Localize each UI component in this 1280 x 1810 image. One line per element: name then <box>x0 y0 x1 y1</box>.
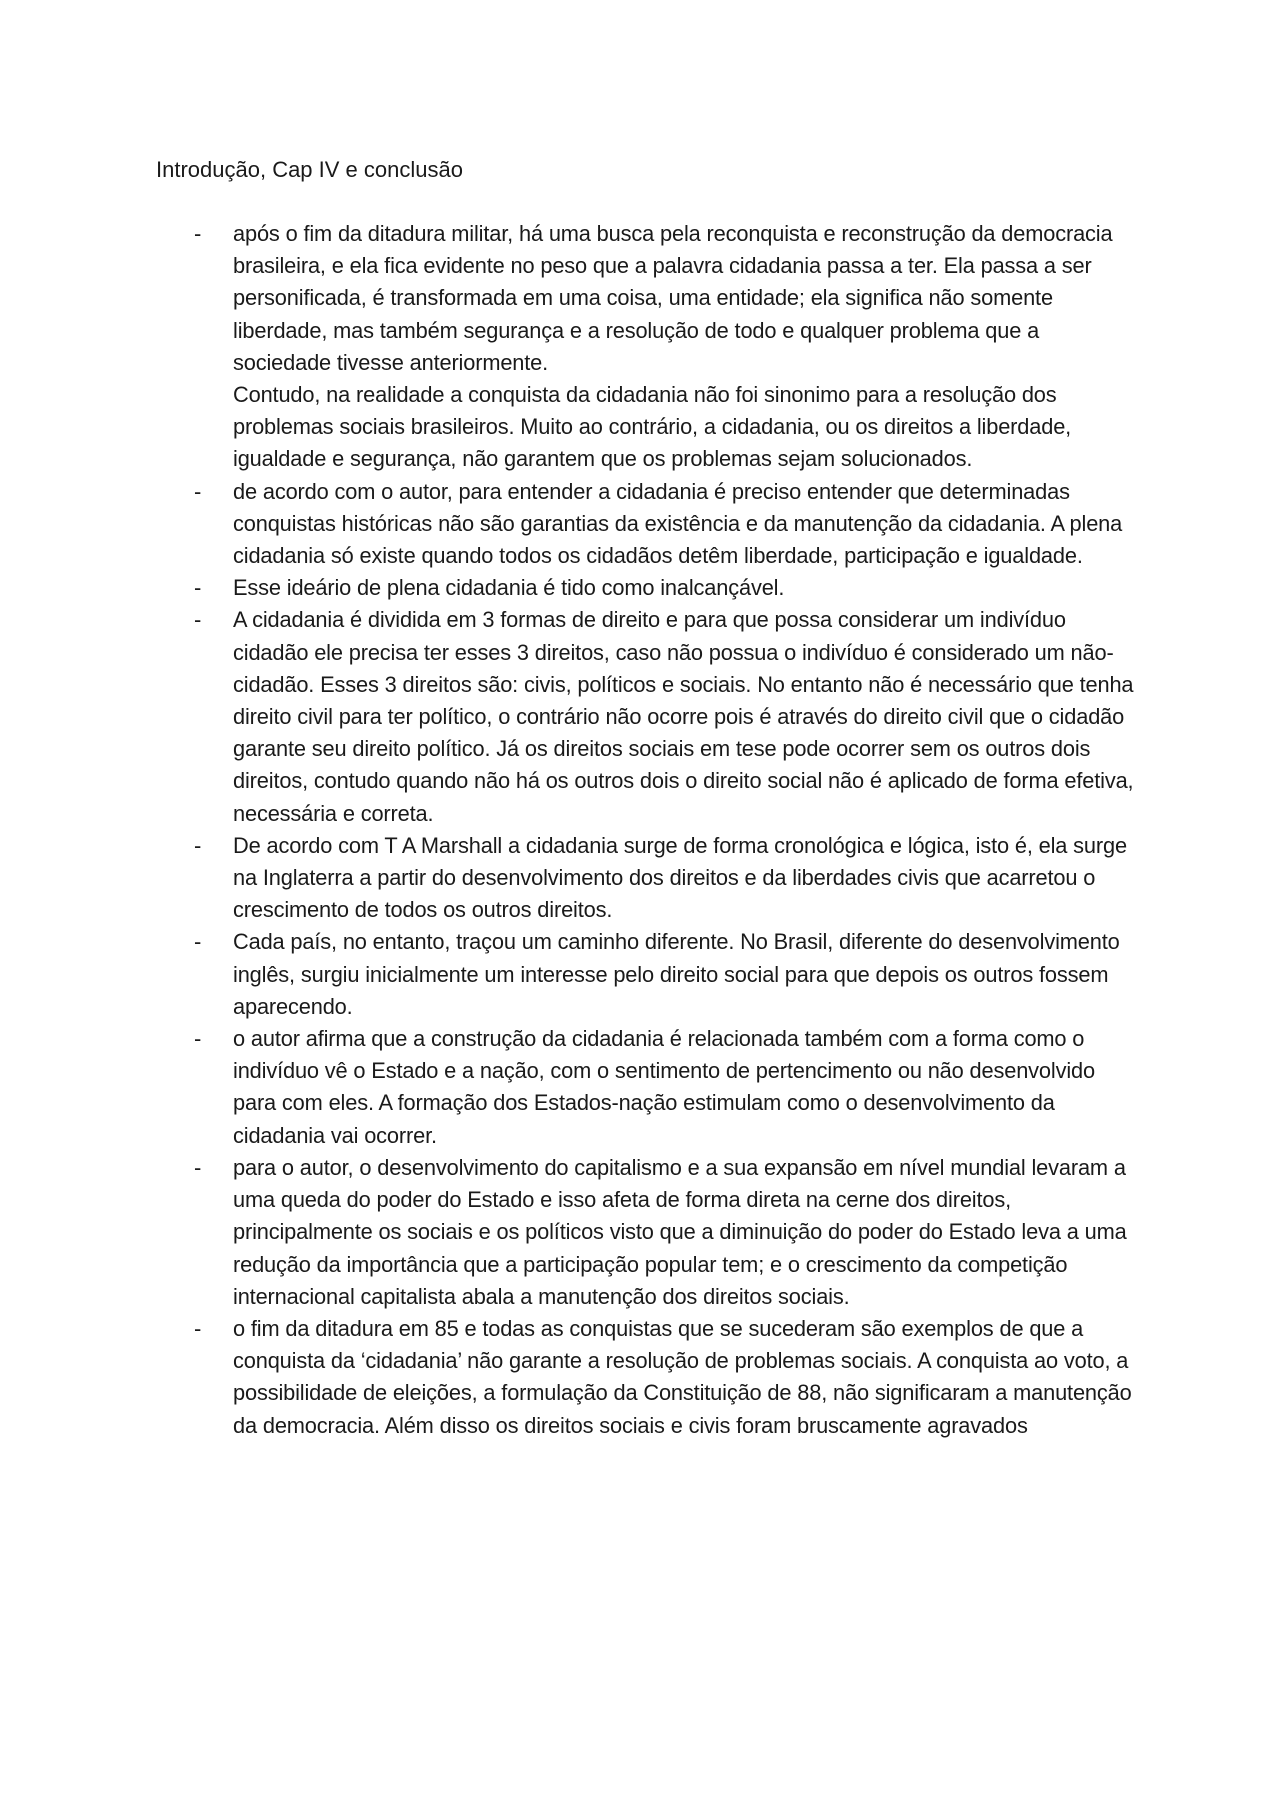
list-item-text: Esse ideário de plena cidadania é tido como inalcançável. <box>233 575 785 601</box>
notes-list <box>0 218 1280 1442</box>
list-item-continuation: Contudo, na realidade a conquista da cidadania não foi sinonimo para a resolução dos problemas sociais brasileiros. Muito ao contrário, a cidadania, ou os direitos a liberdade, igualdade e segurança, não garantem que os problemas sejam solucionados. <box>233 382 1072 472</box>
bullet-dash: - <box>194 575 202 601</box>
bullet-dash: - <box>194 1154 202 1180</box>
list-item-text: o fim da ditadura em 85 e todas as conquistas que se sucederam são exemplos de que a conquista da ‘cidadania’ não garante a resolução de problemas sociais. A conquista ao voto, a possibilidade de eleições, a formulação da Constituição de 88, não significaram a manutenção da democracia. Além disso os direitos sociais e civis foram bruscamente agravados <box>233 1315 1132 1438</box>
bullet-dash: - <box>194 221 202 246</box>
list-item <box>0 604 1280 829</box>
list-item-text: o autor afirma que a construção da cidadania é relacionada também com a forma como o indivíduo vê o Estado e a nação, com o sentimento de pertencimento ou não desenvolvido para com eles. A formação dos Estados-nação estimulam como o desenvolvimento da cidadania vai ocorrer. <box>233 1026 1095 1148</box>
list-item <box>0 830 1280 927</box>
list-item-text: para o autor, o desenvolvimento do capitalismo e a sua expansão em nível mundial levaram a uma queda do poder do Estado e isso afeta de forma direta na cerne dos direitos, principalmente os sociais e os políticos visto que a diminuição do poder do Estado leva a uma redução da importância que a participação popular tem; e o crescimento da competição internacional capitalista abala a manutenção dos direitos sociais. <box>233 1154 1127 1309</box>
bullet-dash: - <box>194 832 202 858</box>
list-item-text: após o fim da ditadura militar, há uma busca pela reconquista e reconstrução da democracia brasileira, e ela fica evidente no peso que a palavra cidadania passa a ter. Ela passa a ser personificada, é transformada em uma coisa, uma entidade; ela significa não somente liberdade, mas também segurança e a resolução de todo e qualquer problema que a sociedade tivesse anteriormente. <box>233 221 1113 375</box>
bullet-dash: - <box>194 607 202 633</box>
list-item <box>0 1023 1280 1152</box>
bullet-dash: - <box>194 929 202 955</box>
document-title: Introdução, Cap IV e conclusão <box>156 157 463 182</box>
list-item-text: Cada país, no entanto, traçou um caminho diferente. No Brasil, diferente do desenvolvimento inglês, surgiu inicialmente um interesse pelo direito social para que depois os outros fossem aparecendo. <box>233 929 1120 1019</box>
list-item-text: de acordo com o autor, para entender a cidadania é preciso entender que determinadas conquistas históricas não são garantias da existência e da manutenção da cidadania. A plena cidadania só existe quando todos os cidadãos detêm liberdade, participação e igualdade. <box>233 478 1123 569</box>
bullet-dash: - <box>194 1026 202 1052</box>
bullet-dash: - <box>194 1315 202 1341</box>
list-item <box>0 926 1280 1023</box>
list-item-text: A cidadania é dividida em 3 formas de direito e para que possa considerar um indivíduo cidadão ele precisa ter esses 3 direitos, caso não possua o indivíduo é considerado um não-cidadão. Esses 3 direitos são: civis, políticos e sociais. No entanto não é necessário que tenha direito civil para ter político, o contrário não ocorre pois é através do direito civil que o cidadão garante seu direito político. Já os direitos sociais em tese pode ocorrer sem os outros dois direitos, contudo quando não há os outros dois o direito social não é aplicado de forma efetiva, necessária e correta. <box>233 607 1134 826</box>
list-item <box>0 476 1280 573</box>
list-item <box>0 1313 1280 1442</box>
list-item <box>0 1152 1280 1313</box>
list-item-text: De acordo com T A Marshall a cidadania surge de forma cronológica e lógica, isto é, ela surge na Inglaterra a partir do desenvolvimento dos direitos e da liberdades civis que acarretou o crescimento de todos os outros direitos. <box>233 832 1127 923</box>
list-item <box>0 218 1280 476</box>
list-item <box>0 572 1280 604</box>
bullet-dash: - <box>194 478 202 504</box>
